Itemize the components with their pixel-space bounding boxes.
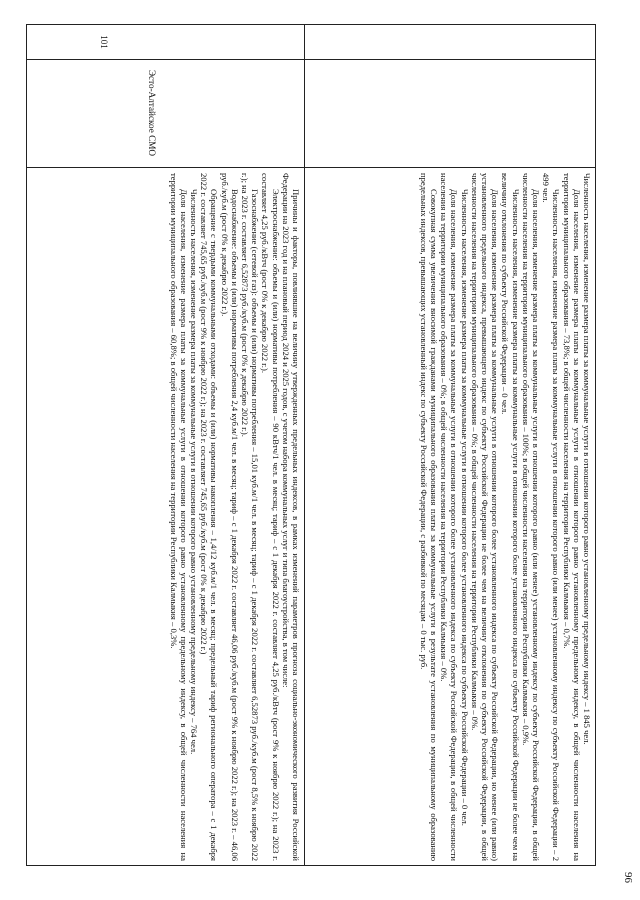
row-number: 101 — [99, 35, 109, 49]
page-number: 96 — [622, 872, 634, 883]
table-row-text — [168, 173, 301, 861]
paragraph: Численность населения, изменение размера платы за коммунальные услуги в отношении которого равно установленному предельному индексу – 1 845 чел. — [582, 173, 592, 745]
paragraph: Совокупная сумма увеличения вносимой гражданами муниципального образования платы за коммунальные услуги в результате установления по муниципальному образованию предельных индексов, превышающих установленный индекс по субъекту Российской Федерации, с разбивкой по месяцам – 0 тыс. руб. — [418, 173, 439, 861]
paragraph: Численность населения, изменение размера платы за коммунальные услуги в отношении которого равно (или менее) установленному индексу по субъекту Российской Федерации – 2 499 чел. — [541, 173, 562, 861]
paragraph: Доля населения, изменение размера платы за коммунальные услуги в отношении которого равно (или менее) установленному индексу по субъекту Российской Федерации, в общей численности населения на территории муниципального образования – 100%; в общей численности населения на территории Республики Калмыкия – 0,9%. — [520, 173, 541, 861]
paragraph: Обращение с твердыми коммунальными отходами: объемы и (или) нормативы накопления – 1,4/12 куб.м/1 чел. в месяц; предельный тариф регионального оператора – с 1 декабря 2022 г. составляет 745,65 руб./куб.м (рост 9% к ноябрю 2022 г.); на 2023 г. составляет 745,65 руб./куб.м (рост 0% к декабрю 2022 г.) — [199, 173, 220, 861]
data-table — [26, 24, 596, 866]
paragraph: Причины и факторы, повлиявшие на величину утвержденных предельных индексов, в рамках изменений параметров прогноза социально-экономического развития Российской Федерации на 2023 год и на плановый период 2024 и 2025 годов, с учетом набора коммунальных услуг и типа благоустройства, в том числе: — [280, 173, 301, 861]
paragraph: Доля населения, изменение размера платы за коммунальные услуги в отношении которого более установленного индекса по субъекту Российской Федерации, в общей численности населения на территории муниципального образования – 0%; в общей численности населения на территории Республики Калмыкия – 0%. — [439, 173, 460, 861]
paragraph: Электроснабжение: объемы и (или) нормативы потребления – 90 кВтч/1 чел. в месяц; тариф – с 1 декабря 2022 г. составляет 4,25 руб./кВтч (рост 9% к ноябрю 2022 г.); на 2023 г. составляет 4,25 руб./кВтч (рост 0% к декабрю 2022 г.). — [260, 173, 281, 861]
paragraph: Водоснабжение: объемы и (или) нормативы потребления 2,4 куб.м/1 чел. в месяц; тариф – с 1 декабря 2022 г. составляет 46,06 руб./куб.м (рост 9% к ноябрю 2022 г.); на 2023 г. – 46,06 руб./куб.м (рост 0% к декабрю 2022 г.). — [219, 173, 240, 861]
municipality-name: Эсто-Алтайское СМО — [147, 69, 157, 157]
paragraph: Численность населения, изменение размера платы за коммунальные услуги в отношении которого равно установленному предельному индексу – 764 чел. — [188, 189, 199, 755]
paragraph: Газоснабжение (сетевой газ): объемы и (или) нормативы потребления – 15,01 куб.м/1 чел. в месяц; тариф – с 1 декабря 2022 г. составляет 6,52873 руб./куб.м (рост 8,5% к ноябрю 2022 г.); на 2023 г. составляет 6,52873 руб./куб.м (рост 0% к декабрю 2022 г.). — [239, 173, 261, 861]
paragraph: Численность населения, изменение размера платы за коммунальные услуги в отношении которого более установленного индекса по субъекту Российской Федерации не более чем на величину отклонения по субъекту Российской Федерации – 0 чел. — [500, 173, 521, 861]
table-row-continuation-text — [419, 173, 592, 861]
column-divider — [27, 167, 595, 168]
row-divider — [304, 25, 305, 865]
paragraph: Доля населения, изменение размера платы за коммунальные услуги в отношении которого равно установленному предельному индексу, в общей численности населения на территории муниципального образования – 73,8%; в общей численности населения на территории Республики Калмыкия – 0,7%. — [561, 173, 582, 861]
paragraph: Доля населения, изменение размера платы за коммунальные услуги в отношении которого равно установленному предельному индексу, в общей численности населения на территории муниципального образования – 60,8%; в общей численности населения на территории Республики Калмыкия – 0,3%. — [168, 173, 189, 861]
column-divider — [27, 59, 595, 60]
paragraph: Численность населения, изменение размера платы за коммунальные услуги в отношении которого более установленного индекса по субъекту Российской Федерации – 0 чел. — [459, 189, 470, 826]
paragraph: Доля населения, изменение размера платы за коммунальные услуги в отношении которого более установленного индекса по субъекту Российской Федерации, но менее (или равно) установленного предельного индекса, превышающего индекс по субъекту Российской Федерации не более чем на величину отклонения по субъекту Российской Федерации, в общей численности населения на территории муниципального образования – 0%; в общей численности населения на территории Республики Калмыкия – 0%. — [469, 173, 501, 861]
